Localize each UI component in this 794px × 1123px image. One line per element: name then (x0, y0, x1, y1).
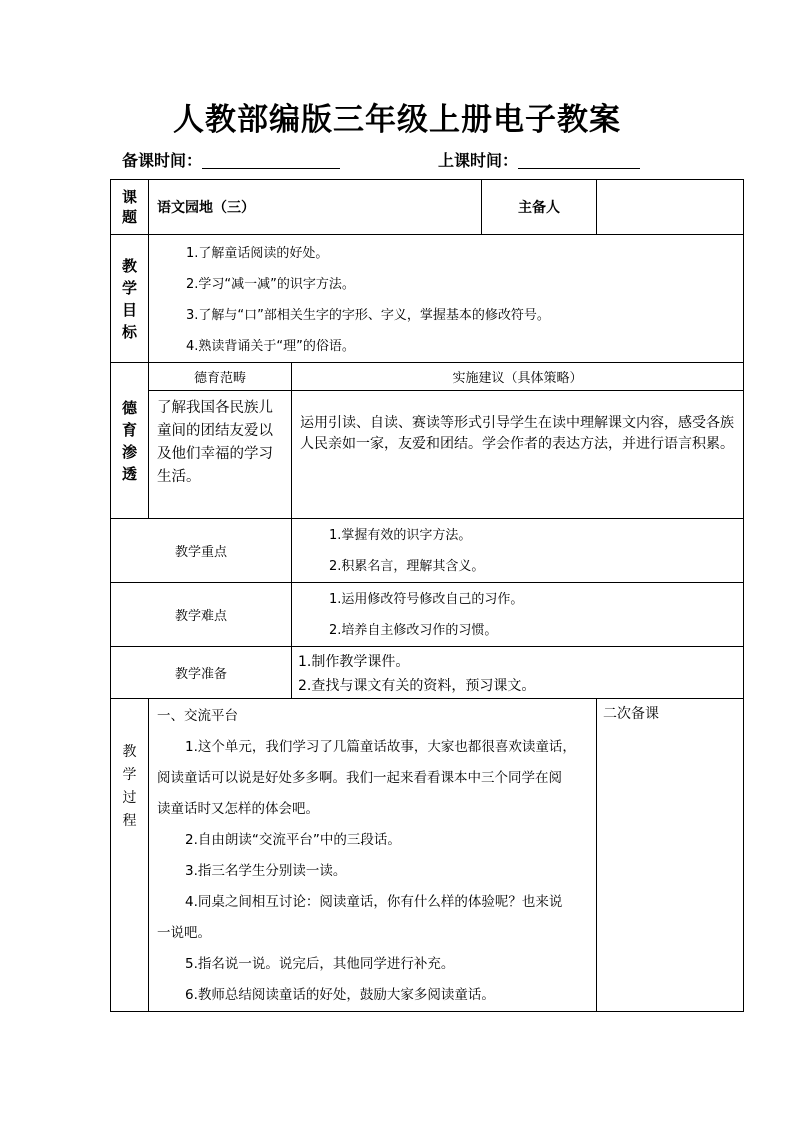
document-title: 人教部编版三年级上册电子教案 (173, 102, 621, 138)
class-time-blank[interactable] (518, 152, 640, 169)
difficulty-item: 2.培养自主修改习作的习惯。 (329, 623, 498, 638)
moral-suggestion: 运用引读、自读、赛读等形式引导学生在读中理解课文内容，感受各族人民亲如一家，友爱和团结。学会作者的表达方法，并进行语言积累。 (300, 415, 734, 452)
moral-header-row (111, 363, 744, 391)
preparation-item: 1.制作教学课件。 (298, 654, 410, 670)
moral-category-cell (149, 391, 292, 519)
process-step: 一说吧。 (157, 925, 211, 941)
preparation-row (111, 647, 744, 699)
process-label: 教学过程 (122, 744, 137, 829)
process-step: 读童话时又怎样的体会吧。 (157, 801, 319, 817)
moral-suggestion-cell (292, 391, 744, 519)
topic-label-cell (111, 180, 149, 235)
process-step: 5.指名说一说。说完后，其他同学进行补充。 (185, 956, 455, 972)
prep-time-blank[interactable] (202, 152, 340, 169)
second-prep-label: 二次备课 (603, 706, 659, 722)
key-points-row (111, 519, 744, 583)
preparation-label: 教学准备 (111, 647, 292, 699)
preparation-item: 2.查找与课文有关的资料，预习课文。 (298, 678, 536, 694)
process-step: 2.自由朗读“交流平台”中的三段话。 (185, 832, 401, 848)
objectives-list (149, 235, 744, 363)
objectives-label: 教学目标 (121, 256, 137, 341)
lesson-plan-table (110, 179, 744, 1012)
difficulties-row (111, 583, 744, 647)
objective-item: 3.了解与“口”部相关生字的字形、字义，掌握基本的修改符号。 (186, 308, 550, 323)
objectives-label-cell (111, 235, 149, 363)
moral-content-row (111, 391, 744, 519)
second-prep-cell[interactable] (597, 699, 744, 1012)
objective-item: 4.熟读背诵关于“理”的俗语。 (186, 339, 355, 354)
difficulties-list (292, 583, 744, 647)
objective-item: 2.学习“减一减”的识字方法。 (186, 277, 355, 292)
process-step: 4.同桌之间相互讨论：阅读童话，你有什么样的体验呢？也来说 (185, 894, 563, 910)
process-content (149, 699, 597, 1012)
process-label-cell (111, 699, 149, 1012)
prep-time-label: 备课时间： (122, 151, 203, 170)
key-points-list (292, 519, 744, 583)
topic-label: 课题 (121, 188, 137, 226)
process-row (111, 699, 744, 1012)
key-point-item: 2.积累名言，理解其含义。 (329, 559, 485, 574)
moral-label-cell (111, 363, 149, 519)
key-points-label: 教学重点 (111, 519, 292, 583)
key-point-item: 1.掌握有效的识字方法。 (329, 528, 472, 543)
lead-teacher-value[interactable] (597, 180, 744, 235)
process-step: 6.教师总结阅读童话的好处，鼓励大家多阅读童话。 (185, 987, 495, 1003)
process-step: 1.这个单元，我们学习了几篇童话故事，大家也都很喜欢读童话， (185, 739, 576, 755)
topic-row (111, 180, 744, 235)
process-section-title: 一、交流平台 (157, 708, 238, 724)
difficulties-label: 教学难点 (111, 583, 292, 647)
prep-time (122, 148, 340, 171)
moral-suggestion-header: 实施建议（具体策略） (292, 363, 744, 391)
class-time-label: 上课时间： (438, 151, 519, 170)
moral-category-header: 德育范畴 (149, 363, 292, 391)
objective-item: 1.了解童话阅读的好处。 (186, 246, 329, 261)
process-step: 阅读童话可以说是好处多多啊。我们一起来看看课本中三个同学在阅 (157, 770, 562, 786)
objectives-row (111, 235, 744, 363)
topic-value: 语文园地（三） (149, 180, 482, 235)
lead-teacher-label: 主备人 (482, 180, 597, 235)
class-time (438, 148, 640, 171)
moral-category: 了解我国各民族儿童间的团结友爱以及他们幸福的学习生活。 (157, 400, 273, 485)
moral-label: 德育渗透 (121, 398, 137, 483)
process-step: 3.指三名学生分别读一读。 (185, 863, 347, 879)
difficulty-item: 1.运用修改符号修改自己的习作。 (329, 592, 524, 607)
preparation-list (292, 647, 744, 699)
